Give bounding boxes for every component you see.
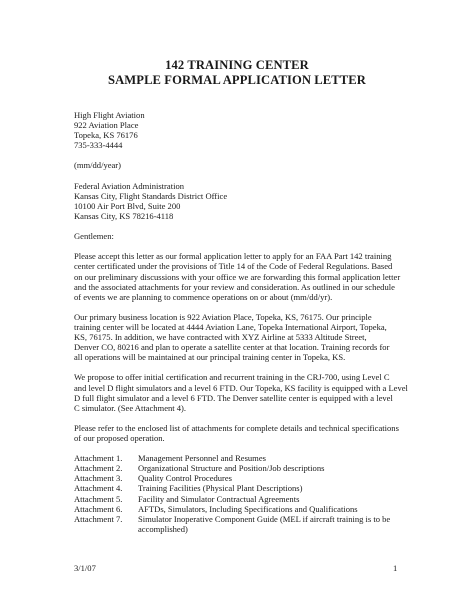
paragraph-line: C simulator. (See Attachment 4).	[74, 402, 187, 413]
sender-phone: 735-333-4444	[74, 140, 123, 151]
recipient-office: Kansas City, Flight Standards District Office	[74, 190, 228, 201]
attachment-description: Management Personnel and Resumes	[138, 453, 266, 464]
recipient-street: 10100 Air Port Blvd, Suite 200	[74, 200, 181, 211]
sender-name: High Flight Aviation	[74, 110, 145, 120]
list-item	[74, 463, 400, 473]
document-subtitle: SAMPLE FORMAL APPLICATION LETTER	[107, 73, 367, 87]
paragraph-line: Our primary business location is 922 Aviation Place, Topeka, KS, 76175. Our principle	[74, 311, 372, 322]
paragraph-line: of events we are planning to commence operations on or about (mm/dd/yr).	[74, 291, 333, 302]
paragraph-training	[74, 372, 408, 413]
paragraph-application	[74, 251, 400, 301]
list-item	[74, 453, 400, 463]
paragraph-locations	[74, 312, 400, 362]
attachment-description: Quality Control Procedures	[138, 473, 232, 484]
paragraph-line: Denver CO, 80216 and plan to operate a satellite center at that location. Training records for	[74, 342, 390, 353]
sender-address	[74, 110, 400, 150]
document-title: 142 TRAINING CENTER	[165, 58, 309, 72]
attachment-label: Attachment 7.	[74, 513, 123, 524]
attachment-label: Attachment 6.	[74, 503, 123, 514]
attachment-description: AFTDs, Simulators, Including Specifications and Qualifications	[138, 503, 358, 514]
attachment-label: Attachment 5.	[74, 493, 123, 504]
list-item	[74, 483, 400, 493]
recipient-address	[74, 181, 400, 221]
paragraph-line: training center will be located at 4444 Aviation Lane, Topeka International Airport, Topeka,	[74, 321, 387, 332]
page-number: 1	[393, 563, 398, 573]
attachment-label: Attachment 1.	[74, 453, 123, 464]
list-item	[74, 494, 400, 504]
list-item	[74, 514, 400, 534]
paragraph-line: and level D flight simulators and a level 6 FTD. Our Topeka, KS facility is equipped with a Level	[74, 382, 408, 393]
list-item	[74, 473, 400, 483]
sender-street: 922 Aviation Place	[74, 120, 139, 131]
attachment-label: Attachment 4.	[74, 483, 123, 494]
attachment-description: Simulator Inoperative Component Guide (MEL if aircraft training is to be accomplished)	[138, 513, 391, 534]
letter-date: (mm/dd/year)	[74, 160, 121, 171]
footer-date: 3/1/07	[74, 563, 96, 573]
list-item	[74, 504, 400, 514]
paragraph-line: on our preliminary discussions with your office we are forwarding this formal application letter	[74, 271, 401, 282]
attachment-description: Facility and Simulator Contractual Agreements	[138, 493, 300, 504]
attachment-label: Attachment 3.	[74, 473, 123, 484]
paragraph-line: and the associated attachments for your review and consideration. As outlined in our schedule	[74, 281, 395, 292]
paragraph-line: of our proposed operation.	[74, 433, 165, 443]
recipient-org: Federal Aviation Administration	[74, 180, 184, 191]
paragraph-attachments-intro	[74, 423, 400, 443]
attachment-description: Organizational Structure and Position/Job descriptions	[138, 463, 325, 474]
paragraph-line: all operations will be maintained at our principal training center in Topeka, KS.	[74, 352, 346, 363]
paragraph-line: Please accept this letter as our formal application letter to apply for an FAA Part 142 training	[74, 251, 392, 262]
letter-body	[74, 110, 408, 534]
recipient-city: Kansas City, KS 78216-4118	[74, 210, 174, 221]
paragraph-line: D full flight simulator and a level 6 FTD. The Denver satellite center is equipped with a level	[74, 392, 393, 403]
salutation: Gentlemen:	[74, 231, 114, 242]
attachment-label: Attachment 2.	[74, 463, 123, 474]
paragraph-line: We propose to offer initial certification and recurrent training in the CRJ-700, using Level C	[74, 372, 390, 383]
attachment-description: Training Facilities (Physical Plant Descriptions)	[138, 483, 303, 494]
paragraph-line: KS, 76175. In addition, we have contracted with XYZ Airline at 5333 Altitude Street,	[74, 332, 367, 343]
sender-city: Topeka, KS 76176	[74, 130, 138, 141]
paragraph-line: center certificated under the provisions of Title 14 of the Code of Federal Regulations. Based	[74, 261, 393, 272]
paragraph-line: Please refer to the enclosed list of attachments for complete details and technical specifications	[74, 422, 399, 433]
attachment-list	[74, 453, 400, 534]
